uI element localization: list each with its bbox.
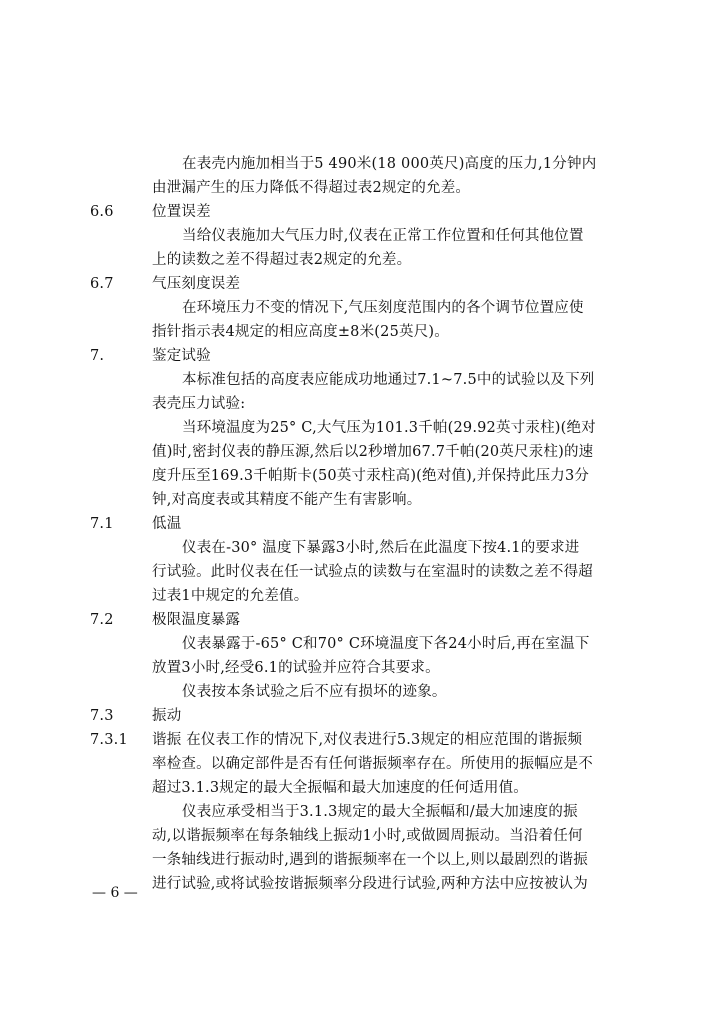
section-number: 6.7 bbox=[90, 276, 114, 292]
paragraph-line bbox=[90, 176, 620, 200]
paragraph-line bbox=[90, 464, 620, 488]
paragraph-text: 率检查。以确定部件是否有任何谐振频率存在。所使用的振幅应是不 bbox=[152, 756, 593, 772]
paragraph-text: 过表1中规定的允差值。 bbox=[152, 588, 309, 604]
section-title: 气压刻度误差 bbox=[152, 276, 241, 292]
paragraph-text: 当给仪表施加大气压力时,仪表在正常工作位置和任何其他位置 bbox=[182, 228, 584, 244]
section-heading-line bbox=[90, 728, 620, 752]
paragraph-text: 放置3小时,经受6.1的试验并应符合其要求。 bbox=[152, 660, 440, 676]
paragraph-line bbox=[90, 800, 620, 824]
paragraph-text: 当环境温度为25° C,大气压为101.3千帕(29.92英寸汞柱)(绝对 bbox=[182, 420, 596, 436]
paragraph-line bbox=[90, 152, 620, 176]
section-number: 7.2 bbox=[90, 612, 114, 628]
paragraph-line bbox=[90, 440, 620, 464]
paragraph-text: 本标准包括的高度表应能成功地通过7.1~7.5中的试验以及下列 bbox=[182, 372, 595, 388]
section-number: 7.3 bbox=[90, 708, 114, 724]
section-title: 鉴定试验 bbox=[152, 348, 211, 364]
paragraph-line bbox=[90, 824, 620, 848]
paragraph-text: 仪表在-30° 温度下暴露3小时,然后在此温度下按4.1的要求进 bbox=[182, 540, 580, 556]
paragraph-line bbox=[90, 416, 620, 440]
section-heading-line bbox=[90, 512, 620, 536]
paragraph-text: 度升压至169.3千帕斯卡(50英寸汞柱高)(绝对值),并保持此压力3分 bbox=[152, 468, 590, 484]
paragraph-text: 一条轴线进行振动时,遇到的谐振频率在一个以上,则以最剧烈的谐振 bbox=[152, 852, 588, 868]
section-title: 谐振 在仪表工作的情况下,对仪表进行5.3规定的相应范围的谐振频 bbox=[152, 732, 583, 748]
paragraph-line bbox=[90, 560, 620, 584]
paragraph-text: 行试验。此时仪表在任一试验点的读数与在室温时的读数之差不得超 bbox=[152, 564, 593, 580]
paragraph-text: 超过3.1.3规定的最大全振幅和最大加速度的任何适用值。 bbox=[152, 780, 528, 796]
section-heading-line bbox=[90, 704, 620, 728]
paragraph-line bbox=[90, 320, 620, 344]
paragraph-text: 钟,对高度表或其精度不能产生有害影响。 bbox=[152, 492, 422, 508]
paragraph-line bbox=[90, 488, 620, 512]
paragraph-text: 进行试验,或将试验按谐振频率分段进行试验,两种方法中应按被认为 bbox=[152, 876, 588, 892]
paragraph-line bbox=[90, 776, 620, 800]
section-number: 6.6 bbox=[90, 204, 114, 220]
paragraph-line bbox=[90, 848, 620, 872]
paragraph-line bbox=[90, 680, 620, 704]
paragraph-text: 动,以谐振频率在每条轴线上振动1小时,或做圆周振动。当沿着任何 bbox=[152, 828, 583, 844]
paragraph-line bbox=[90, 224, 620, 248]
section-heading-line bbox=[90, 344, 620, 368]
section-heading-line bbox=[90, 608, 620, 632]
body-text bbox=[90, 152, 620, 896]
section-number: 7.1 bbox=[90, 516, 114, 532]
paragraph-text: 值)时,密封仪表的静压源,然后以2秒增加67.7千帕(20英尺汞柱)的速 bbox=[152, 444, 594, 460]
paragraph-text: 在环境压力不变的情况下,气压刻度范围内的各个调节位置应使 bbox=[182, 300, 584, 316]
section-title: 振动 bbox=[152, 708, 182, 724]
paragraph-line bbox=[90, 632, 620, 656]
section-title: 位置误差 bbox=[152, 204, 211, 220]
paragraph-text: 指针指示表4规定的相应高度±8米(25英尺)。 bbox=[152, 324, 449, 340]
paragraph-line bbox=[90, 368, 620, 392]
paragraph-line bbox=[90, 656, 620, 680]
page-number: — 6 — bbox=[92, 885, 138, 901]
paragraph-text: 仪表暴露于-65° C和70° C环境温度下各24小时后,再在室温下 bbox=[182, 636, 590, 652]
section-number: 7.3.1 bbox=[90, 732, 128, 748]
paragraph-text: 由泄漏产生的压力降低不得超过表2规定的允差。 bbox=[152, 180, 471, 196]
paragraph-line bbox=[90, 872, 620, 896]
section-title: 极限温度暴露 bbox=[152, 612, 241, 628]
paragraph-line bbox=[90, 392, 620, 416]
paragraph-line bbox=[90, 752, 620, 776]
paragraph-line bbox=[90, 584, 620, 608]
paragraph-line bbox=[90, 248, 620, 272]
paragraph-text: 在表壳内施加相当于5 490米(18 000英尺)高度的压力,1分钟内 bbox=[182, 156, 597, 172]
paragraph-text: 仪表应承受相当于3.1.3规定的最大全振幅和/最大加速度的振 bbox=[182, 804, 578, 820]
section-title: 低温 bbox=[152, 516, 182, 532]
paragraph-text: 仪表按本条试验之后不应有损坏的迹象。 bbox=[182, 684, 447, 700]
paragraph-text: 上的读数之差不得超过表2规定的允差。 bbox=[152, 252, 412, 268]
section-heading-line bbox=[90, 272, 620, 296]
paragraph-line bbox=[90, 536, 620, 560]
paragraph-text: 表壳压力试验: bbox=[152, 396, 246, 412]
paragraph-line bbox=[90, 296, 620, 320]
section-heading-line bbox=[90, 200, 620, 224]
section-number: 7. bbox=[90, 348, 105, 364]
